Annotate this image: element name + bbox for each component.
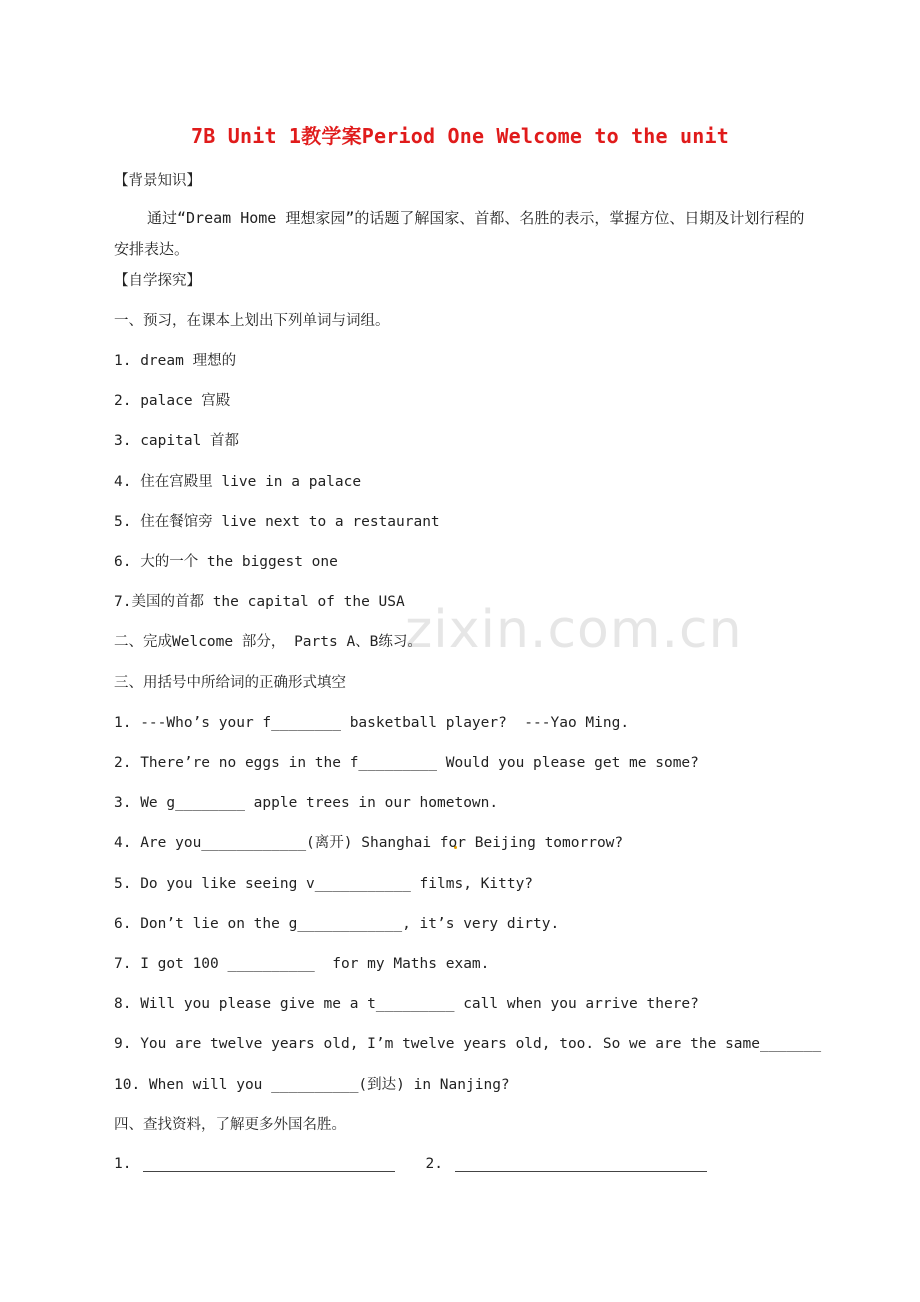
- list-item: 6. 大的一个 the biggest one: [114, 554, 338, 570]
- exercise-item: 4. Are you____________(离开) Shanghai for Beijing tomorrow?: [114, 835, 624, 851]
- exercise-item: 6. Don’t lie on the g____________, it’s very dirty.: [114, 916, 560, 932]
- blank-line: [455, 1155, 707, 1172]
- list-item: 4. 住在宫殿里 live in a palace: [114, 474, 362, 490]
- part4-heading: 四、查找资料，了解更多外国名胜。: [114, 1117, 346, 1133]
- self-study-heading: 【自学探究】: [114, 273, 201, 289]
- part2-heading: 二、完成Welcome 部分， Parts A、B练习。: [114, 634, 422, 650]
- blank-line: [143, 1155, 395, 1172]
- background-paragraph: 通过“Dream Home 理想家园”的话题了解国家、首都、名胜的表示，掌握方位、日期及计划行程的安排表达。: [114, 209, 805, 258]
- list-item: 7.美国的首都 the capital of the USA: [114, 594, 405, 610]
- list-item: 2. palace 宫殿: [114, 393, 231, 409]
- background-heading: 【背景知识】: [114, 173, 201, 189]
- blank-number: 1.: [114, 1156, 132, 1172]
- list-item: 3. capital 首都: [114, 433, 240, 449]
- document-title: 7B Unit 1教学案Period One Welcome to the unit: [191, 124, 729, 148]
- watermark: zixin.com.cn: [405, 600, 743, 660]
- exercise-item: 3. We g________ apple trees in our hometown.: [114, 795, 499, 811]
- exercise-item: 7. I got 100 __________ for my Maths exam.: [114, 956, 490, 972]
- exercise-item: 1. ---Who’s your f________ basketball player? ---Yao Ming.: [114, 715, 630, 731]
- answer-blanks: [114, 1155, 707, 1172]
- part3-heading: 三、用括号中所给词的正确形式填空: [114, 675, 346, 691]
- exercise-item: 10. When will you __________(到达) in Nanjing?: [114, 1077, 510, 1093]
- answer-blank-2: [425, 1155, 706, 1172]
- answer-blank-1: [114, 1155, 395, 1172]
- exercise-item: 9. You are twelve years old, I’m twelve years old, too. So we are the same_______: [114, 1036, 822, 1052]
- list-item: 1. dream 理想的: [114, 353, 237, 369]
- exercise-item: 2. There’re no eggs in the f_________ Would you please get me some?: [114, 755, 699, 771]
- exercise-item: 5. Do you like seeing v___________ films, Kitty?: [114, 876, 534, 892]
- exercise-item: 8. Will you please give me a t_________ call when you arrive there?: [114, 996, 699, 1012]
- part1-heading: 一、预习，在课本上划出下列单词与词组。: [114, 313, 390, 329]
- blank-number: 2.: [425, 1156, 443, 1172]
- list-item: 5. 住在餐馆旁 live next to a restaurant: [114, 514, 440, 530]
